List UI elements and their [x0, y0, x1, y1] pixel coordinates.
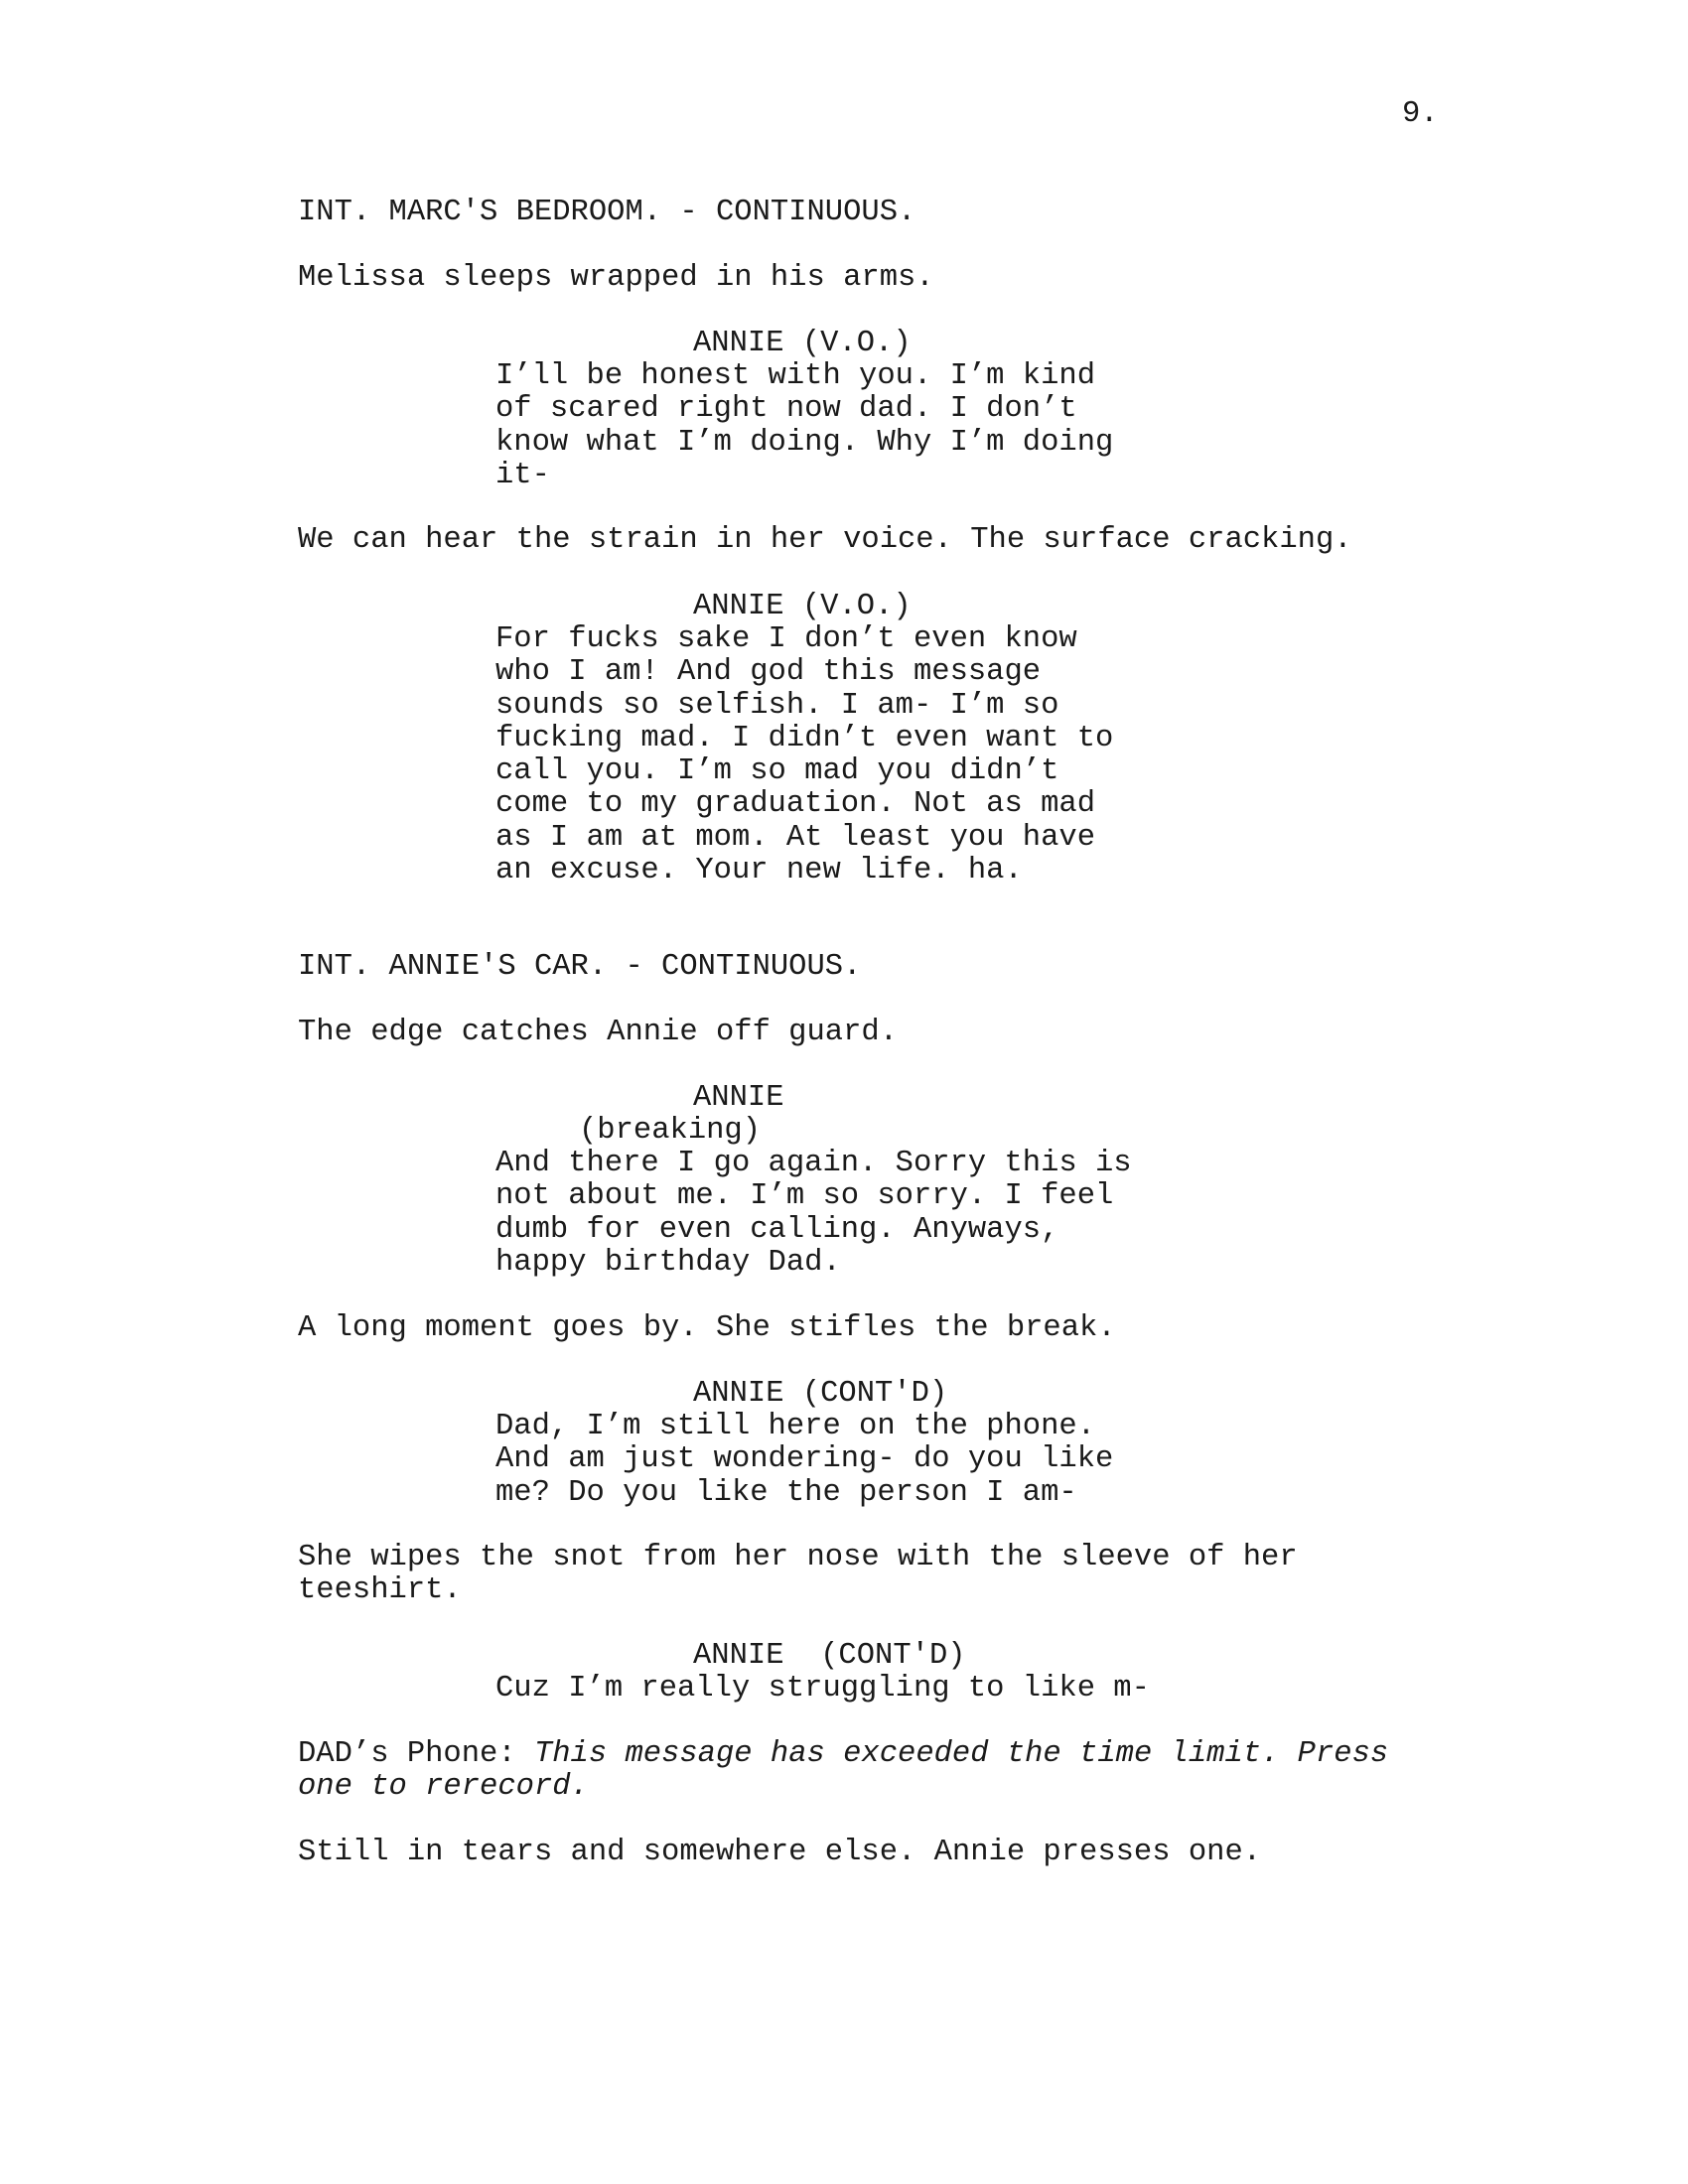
action-line [298, 1738, 1388, 1771]
dialogue-line: call you. I’m so mad you didn’t [495, 754, 1059, 789]
dialogue-line: And am just wondering- do you like [495, 1442, 1114, 1477]
action-line: We can hear the strain in her voice. The surface cracking. [298, 523, 1352, 557]
character-cue: ANNIE (CONT'D) [693, 1639, 966, 1673]
dialogue-line: of scared right now dad. I don’t [495, 392, 1077, 427]
dialogue-block [495, 623, 1113, 887]
dialogue-line: know what I’m doing. Why I’m doing [495, 425, 1114, 460]
dialogue-block [495, 1148, 1132, 1280]
dialogue-line: come to my graduation. Not as mad [495, 787, 1095, 822]
dialogue-line: Cuz I’m really struggling to like m- [495, 1672, 1150, 1706]
character-cue: ANNIE [693, 1081, 784, 1115]
dialogue-line: happy birthday Dad. [495, 1245, 841, 1280]
scene-heading: INT. ANNIE'S CAR. - CONTINUOUS. [298, 950, 862, 984]
action-line: Melissa sleeps wrapped in his arms. [298, 261, 934, 295]
dialogue-line: fucking mad. I didn’t even want to [495, 721, 1114, 755]
page-number: 9. [1402, 97, 1439, 131]
action-line: A long moment goes by. She stifles the break. [298, 1311, 1116, 1345]
dialogue-line: it- [495, 458, 550, 492]
character-cue: ANNIE (V.O.) [693, 327, 912, 360]
dialogue-line: For fucks sake I don’t even know [495, 622, 1077, 656]
dialogue-line: as I am at mom. At least you have [495, 820, 1095, 855]
action-line: teeshirt. [298, 1573, 462, 1608]
dialogue-line: And there I go again. Sorry this is [495, 1147, 1132, 1180]
phone-label: DAD’s Phone: [298, 1737, 534, 1771]
phone-message: This message has exceeded the time limit. Press [533, 1737, 1389, 1771]
dialogue-block [495, 1411, 1113, 1510]
dialogue-block [495, 360, 1113, 492]
phone-message: one to rerecord. [298, 1770, 589, 1805]
action-line [298, 1771, 1388, 1804]
dialogue-line: who I am! And god this message [495, 655, 1042, 690]
action-line: The edge catches Annie off guard. [298, 1016, 898, 1049]
dialogue-line: not about me. I’m so sorry. I feel [495, 1179, 1114, 1214]
dialogue-line: an excuse. Your new life. ha. [495, 854, 1023, 888]
character-cue: ANNIE (CONT'D) [693, 1377, 948, 1411]
dialogue-line: sounds so selfish. I am- I’m so [495, 688, 1059, 723]
dialogue-line: Dad, I’m still here on the phone. [495, 1410, 1095, 1443]
dialogue-line: me? Do you like the person I am- [495, 1475, 1077, 1510]
action-line: Still in tears and somewhere else. Annie presses one. [298, 1836, 1262, 1869]
action-block [298, 1542, 1298, 1608]
action-line: She wipes the snot from her nose with the sleeve of her [298, 1541, 1298, 1574]
action-block [298, 1738, 1388, 1805]
parenthetical: (breaking) [579, 1114, 762, 1148]
dialogue-line: dumb for even calling. Anyways, [495, 1212, 1059, 1247]
character-cue: ANNIE (V.O.) [693, 590, 912, 623]
scene-heading: INT. MARC'S BEDROOM. - CONTINUOUS. [298, 196, 916, 229]
dialogue-line: I’ll be honest with you. I’m kind [495, 359, 1095, 393]
